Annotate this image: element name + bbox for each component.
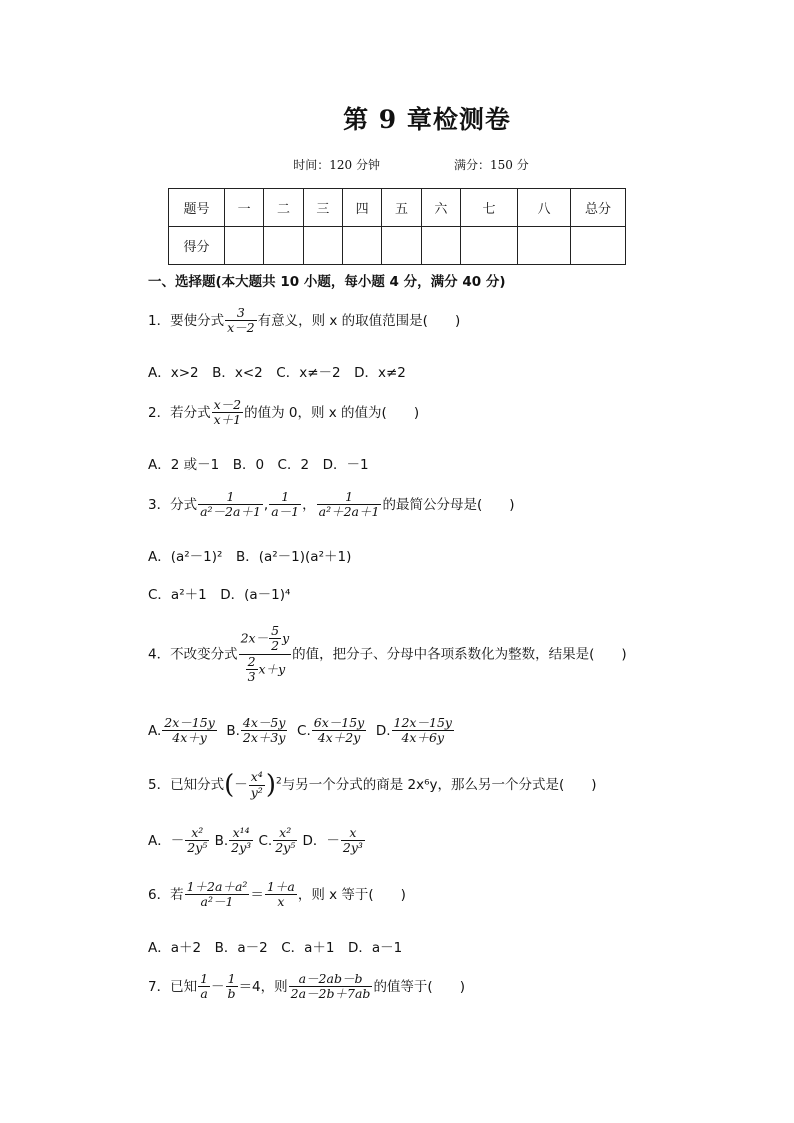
score-cell[interactable] [342, 227, 381, 265]
time-limit: 时间：120 分钟 [293, 158, 380, 172]
score-cell[interactable] [571, 227, 626, 265]
option-d-fraction: $\frac{12x-15y}{4x+6y}$ [393, 715, 452, 746]
full-score: 满分：150 分 [454, 158, 529, 172]
fraction: $\frac{3}{x-2}$ [227, 305, 255, 336]
fraction: $\frac{1}{\text{a²＋2a＋1}}$ [318, 489, 380, 520]
question-3-options-ab: A．(a²－1)² B．(a²－1)(a²＋1) [148, 549, 352, 565]
score-header-cell: 题号 [169, 189, 225, 227]
score-cell[interactable] [303, 227, 342, 265]
fraction: $\frac{x-2}{x+1}$ [213, 397, 242, 428]
question-5-options: A．－ $\frac{\text{x²}}{\text{2y⁵}}$ B. $\frac{\text{x¹⁴}}{\text{2y³}}$ C. $\frac{\text{x²}}{\text{2y⁵}}$ D．－ $\frac{x}{\text{2y³}}$ [148, 825, 363, 856]
option-b-fraction: $\frac{4x-5y}{2x+3y}$ [242, 715, 286, 746]
option-b-fraction: $\frac{\text{x¹⁴}}{\text{2y³}}$ [231, 825, 252, 856]
option-d-fraction: $\frac{x}{\text{2y³}}$ [342, 825, 363, 856]
section-label: 一、选择题 [148, 274, 216, 290]
score-cell[interactable] [264, 227, 303, 265]
score-cell[interactable] [421, 227, 460, 265]
option-a-fraction: $\frac{\text{x²}}{\text{2y⁵}}$ [187, 825, 208, 856]
score-cell[interactable] [382, 227, 421, 265]
score-cell[interactable] [518, 227, 571, 265]
question-2-options: A．2 或－1 B．0 C．2 D．－1 [148, 457, 369, 473]
score-header-cell: 一 [225, 189, 264, 227]
fraction: $\frac{a-2ab-b}{2a-2b+7ab}$ [290, 971, 371, 1002]
question-4: 4．不改变分式 2x－ $\frac{5}{2}$ y $\frac{2}{3}$ x＋y 的值，把分子、分母中各项系数化为整数，结果是( ) [148, 623, 627, 685]
score-header-cell: 五 [382, 189, 421, 227]
question-6-options: A．a＋2 B．a－2 C．a＋1 D．a－1 [148, 940, 403, 956]
question-5: 5．已知分式(－ $\frac{\text{x⁴}}{\text{y²}}$ )$^2$与另一个分式的商是 2x⁶y，那么另一个分式是( ) [148, 769, 597, 800]
question-7: 7．已知 $\frac{1}{a}$ － $\frac{1}{b}$ ＝4，则 $\frac{a-2ab-b}{2a-2b+7ab}$ 的值等于( ) [148, 971, 465, 1002]
score-header-cell: 六 [421, 189, 460, 227]
fraction: $\frac{\text{1＋2a＋a²}}{\text{a²－1}}$ [186, 879, 248, 910]
section-desc: (本大题共 10 小题，每小题 4 分，满分 40 分) [215, 274, 506, 290]
fraction: $\frac{\text{x⁴}}{\text{y²}}$ [250, 769, 263, 800]
fraction: $\frac{1}{\text{a²－2a＋1}}$ [200, 489, 261, 520]
score-header-cell: 总分 [571, 189, 626, 227]
score-cell[interactable] [461, 227, 518, 265]
option-c-fraction: $\frac{\text{x²}}{\text{2y⁵}}$ [275, 825, 296, 856]
score-row-label: 得分 [169, 227, 225, 265]
option-c-fraction: $\frac{6x-15y}{4x+2y}$ [313, 715, 365, 746]
exam-meta [0, 156, 794, 173]
fraction: $\frac{1+a}{x}$ [266, 879, 295, 910]
question-1: 1．要使分式 $\frac{3}{x-2}$ 有意义，则 x 的取值范围是( ) [148, 305, 461, 336]
score-cell[interactable] [225, 227, 264, 265]
score-header-cell: 八 [518, 189, 571, 227]
score-table [168, 188, 626, 265]
score-header-cell: 四 [342, 189, 381, 227]
question-4-options: A. $\frac{2x-15y}{4x+y}$ B. $\frac{4x-5y}{2x+3y}$ C. $\frac{6x-15y}{4x+2y}$ D. $\frac{12x-15y}{4x+6y}$ [148, 715, 452, 746]
score-table-score-row [169, 227, 626, 265]
score-header-cell: 七 [461, 189, 518, 227]
fraction: $\frac{1}{b}$ [227, 971, 236, 1002]
question-6: 6．若 $\frac{\text{1＋2a＋a²}}{\text{a²－1}}$ ＝ $\frac{1+a}{x}$ ，则 x 等于( ) [148, 879, 406, 910]
complex-fraction: 2x－ $\frac{5}{2}$ y $\frac{2}{3}$ x＋y [240, 623, 290, 685]
question-3-options-cd: C．a²＋1 D．(a－1)⁴ [148, 587, 291, 603]
option-a-fraction: $\frac{2x-15y}{4x+y}$ [164, 715, 215, 746]
section-heading [148, 270, 506, 290]
score-table-header-row [169, 189, 626, 227]
question-3: 3．分式 $\frac{1}{\text{a²－2a＋1}}$ , $\frac{1}{a-1}$ ， $\frac{1}{\text{a²＋2a＋1}}$ 的最简公分母是( ) [148, 489, 515, 520]
question-2: 2．若分式 $\frac{x-2}{x+1}$ 的值为 0，则 x 的值为( ) [148, 397, 420, 428]
question-1-options: A．x>2 B．x<2 C．x≠－2 D．x≠2 [148, 365, 406, 381]
exam-title: 第 9 章检测卷 [343, 105, 511, 134]
score-header-cell: 二 [264, 189, 303, 227]
fraction: $\frac{1}{a-1}$ [271, 489, 300, 520]
fraction: $\frac{1}{a}$ [200, 971, 209, 1002]
score-header-cell: 三 [303, 189, 342, 227]
